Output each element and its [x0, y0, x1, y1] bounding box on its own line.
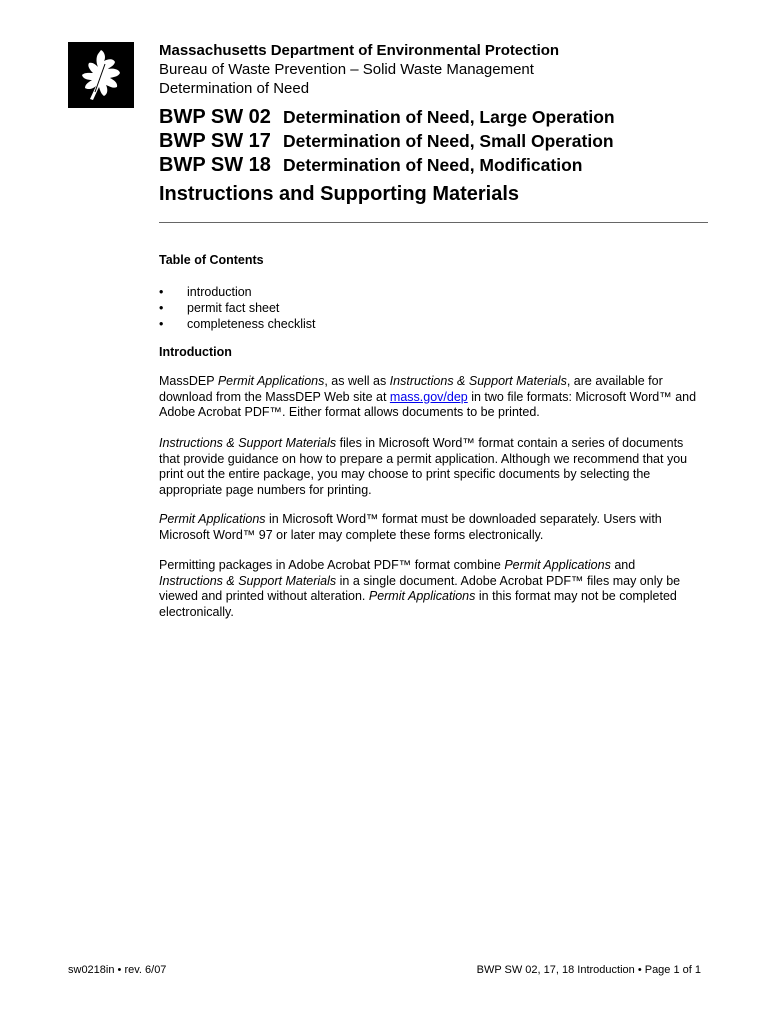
- form-title: Determination of Need, Large Operation: [283, 107, 615, 127]
- bureau-name: Bureau of Waste Prevention – Solid Waste Management: [159, 61, 534, 78]
- form-code: BWP SW 18: [159, 154, 271, 176]
- form-list: [159, 106, 615, 178]
- toc-list: [159, 284, 316, 332]
- massdep-link[interactable]: mass.gov/dep: [389, 389, 468, 404]
- toc-heading: Table of Contents: [159, 253, 264, 267]
- toc-item: • permit fact sheet: [159, 300, 316, 316]
- form-row: [159, 106, 615, 130]
- form-row: [159, 154, 615, 178]
- paragraph-2: Instructions & Support Materials files in Microsoft Word™ format contain a series of documents that provide guidance on how to prepare a permit application. Although we recommend that you print out the entire package, you may choose to print specific documents by selecting the appropriate page numbers for printing.: [159, 436, 688, 497]
- paragraph-3: Permit Applications in Microsoft Word™ format must be downloaded separately. Users with Microsoft Word™ 97 or later may complete these forms electronically.: [159, 512, 662, 542]
- oak-leaf-icon: [68, 42, 134, 108]
- form-code: BWP SW 02: [159, 106, 271, 128]
- subject-name: Determination of Need: [159, 80, 310, 97]
- introduction-heading: Introduction: [159, 345, 232, 359]
- agency-name: Massachusetts Department of Environmental Protection: [159, 42, 560, 59]
- footer-form-id: sw0218in • rev. 6/07: [68, 964, 167, 976]
- form-title: Determination of Need, Small Operation: [283, 131, 614, 151]
- toc-item: • introduction: [159, 284, 316, 300]
- footer-page-info: BWP SW 02, 17, 18 Introduction • Page 1 of 1: [476, 964, 701, 976]
- form-code: BWP SW 17: [159, 130, 271, 152]
- divider: [159, 222, 708, 223]
- toc-item: • completeness checklist: [159, 316, 316, 332]
- paragraph-4: Permitting packages in Adobe Acrobat PDF™ format combine Permit Applications and Instructions & Support Materials in a single document. Adobe Acrobat PDF™ files may only be viewed and printed without alteration. Permit Applications in this format may not be completed electronically.: [159, 558, 681, 619]
- document-header: [159, 41, 559, 98]
- paragraph-1: MassDEP Permit Applications, as well as Instructions & Support Materials, are available for download from the MassDEP Web site at mass.gov/dep in two file formats: Microsoft Word™ and Adobe Acrobat PDF™. Either format allows documents to be printed.: [159, 374, 697, 419]
- form-title: Determination of Need, Modification: [283, 155, 583, 175]
- form-row: [159, 130, 615, 154]
- instructions-title: Instructions and Supporting Materials: [159, 183, 520, 205]
